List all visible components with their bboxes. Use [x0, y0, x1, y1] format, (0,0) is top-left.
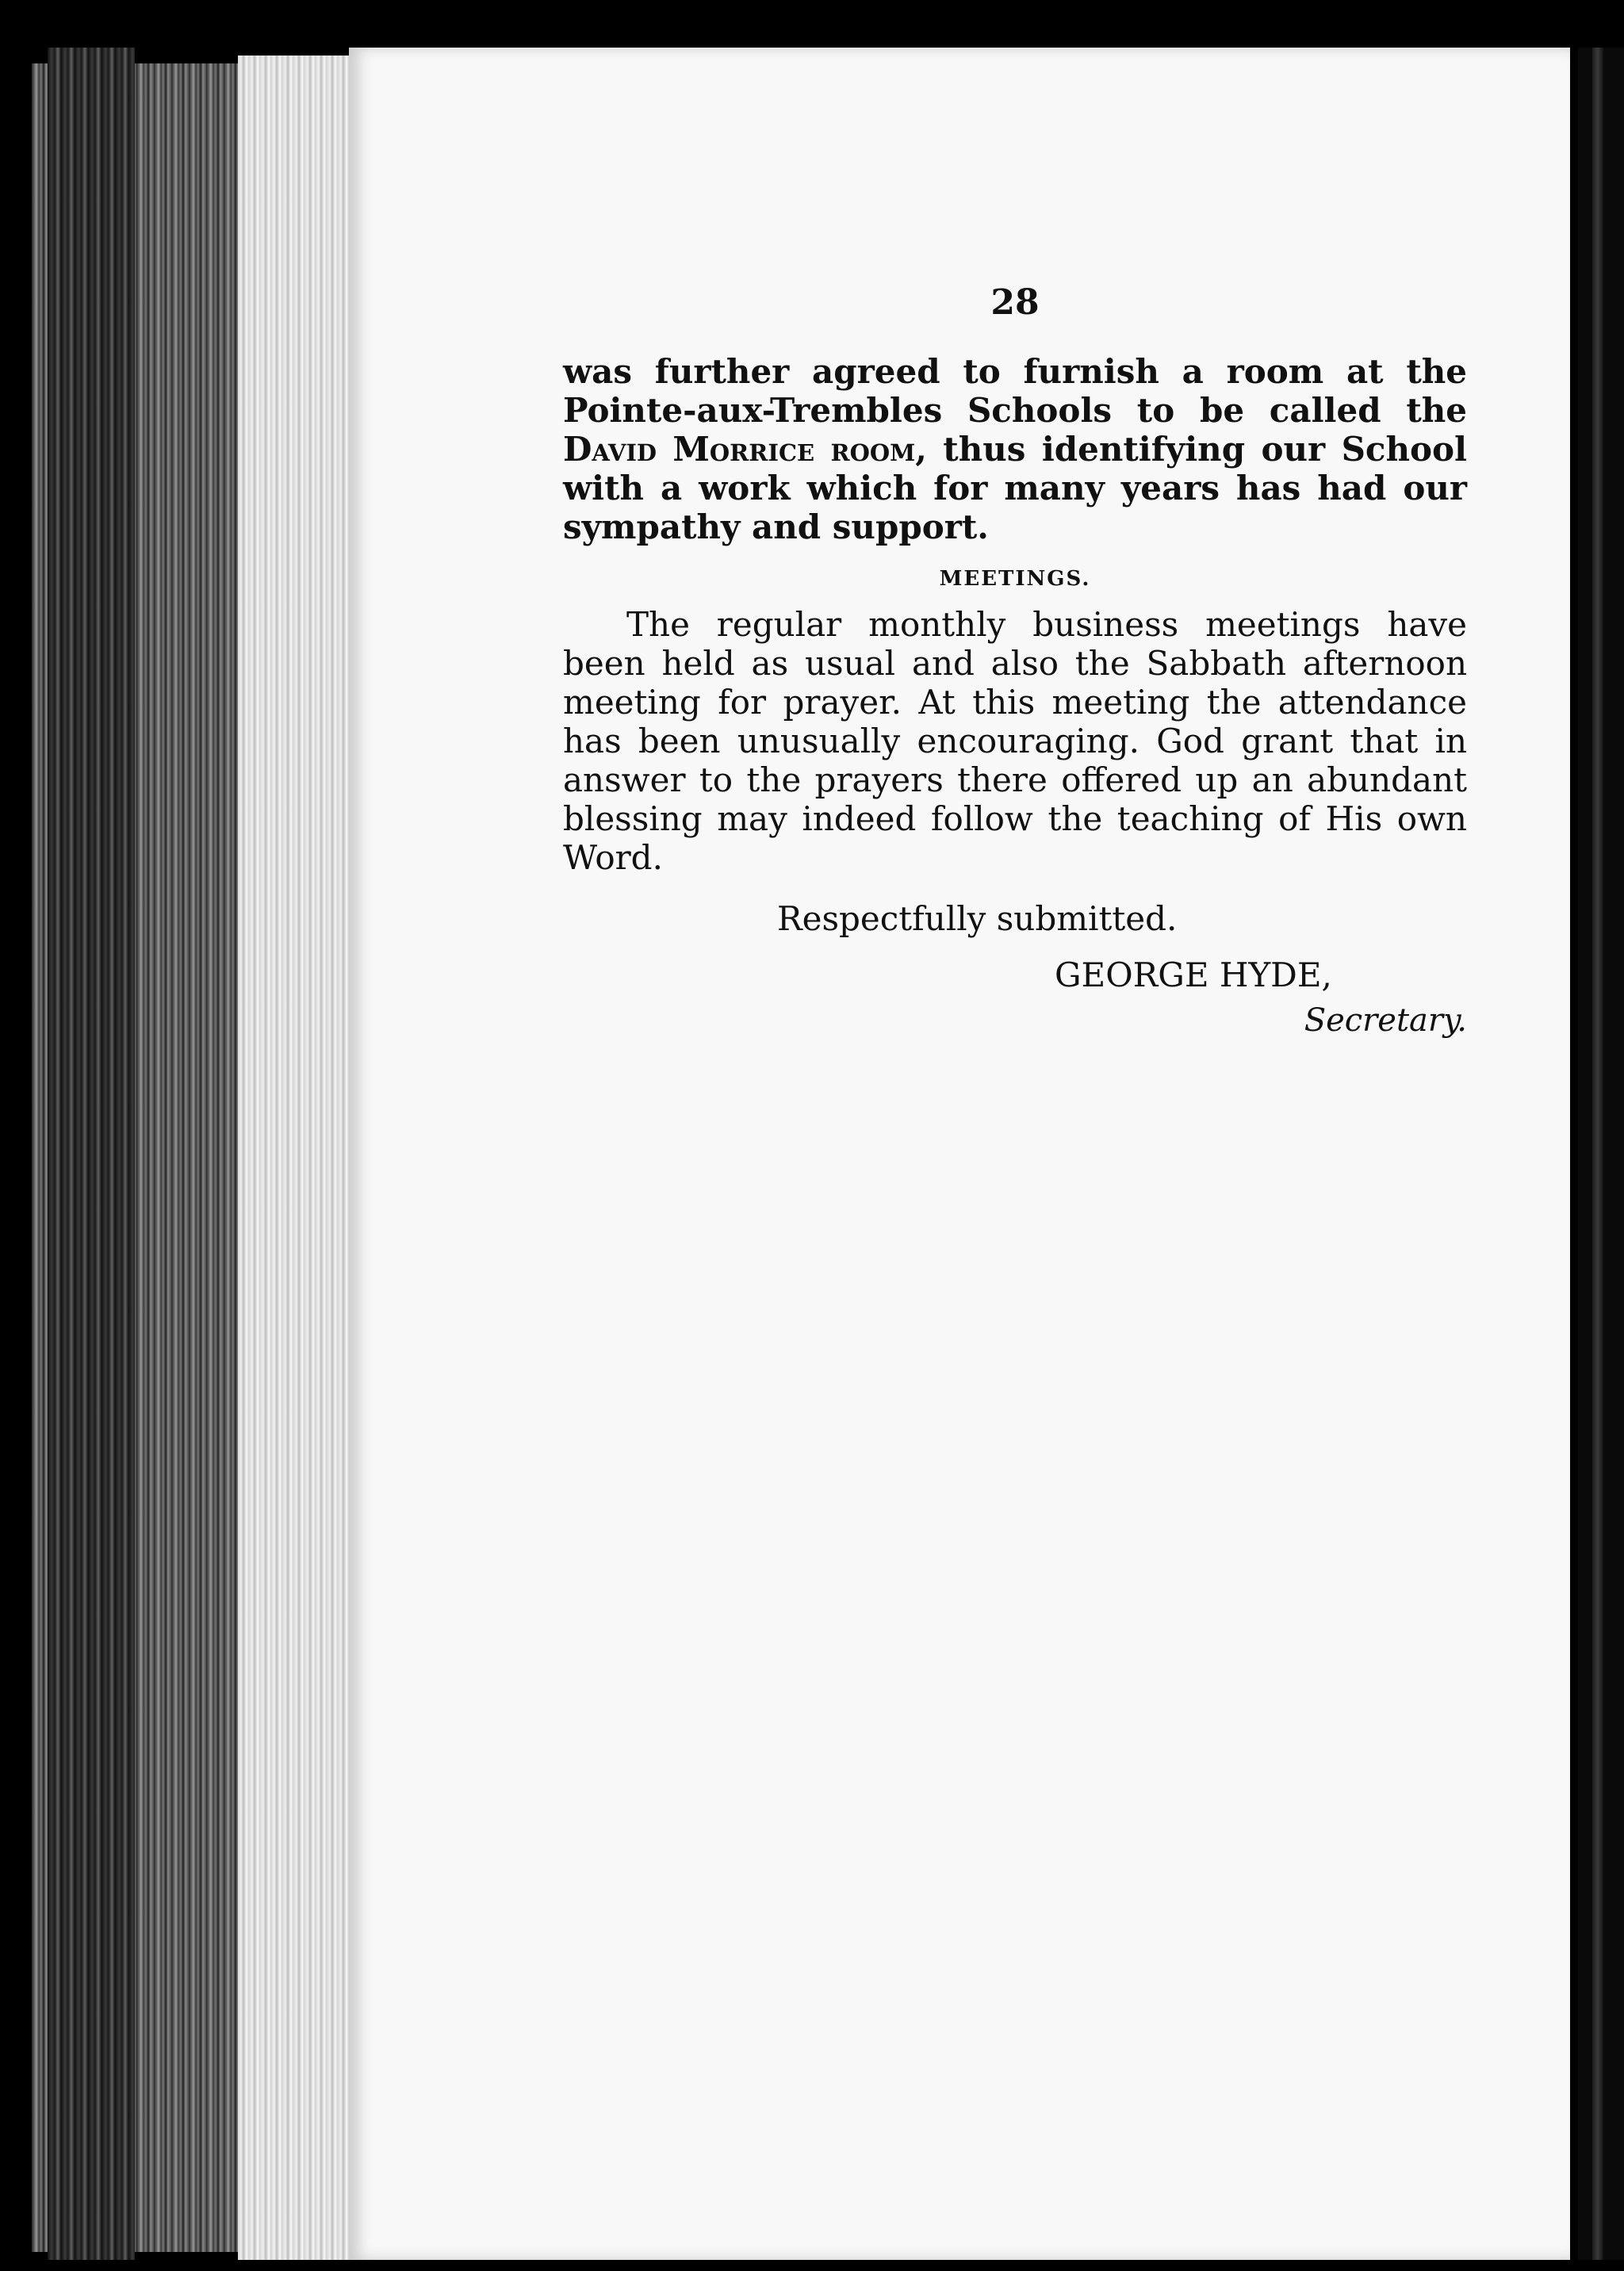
page-number: 28 — [990, 282, 1040, 323]
paragraph-text: was further agreed to furnish a room at the Pointe-aux-Trembles Schools to be called the — [563, 352, 1467, 430]
paragraph-meetings: The regular monthly business meetings have been held as usual and also the Sabbath afternoon meeting for prayer. At this meeting the attendance has been unusually encouraging. God grant that in answer to the prayers there offered up an abundant blessing may indeed follow the teaching of His own Word. — [563, 605, 1467, 877]
signer-name: GEORGE HYDE, — [1055, 956, 1332, 994]
signer-title: Secretary. — [1304, 1002, 1467, 1039]
facing-page-sliver — [1592, 48, 1603, 2260]
section-heading-meetings: MEETINGS. — [939, 567, 1091, 591]
room-name: David Morrice room — [563, 430, 916, 469]
book-spine-edge — [48, 48, 135, 2260]
book-page — [349, 48, 1570, 2260]
paragraph-text: , thus identifying our School with a work which for many years has had our sympathy and support. — [563, 430, 1467, 546]
closing-line: Respectfully submitted. — [777, 899, 1178, 938]
page-content — [563, 282, 1467, 1039]
page-edge-stack — [238, 56, 357, 2260]
paragraph-room-dedication — [563, 352, 1467, 546]
